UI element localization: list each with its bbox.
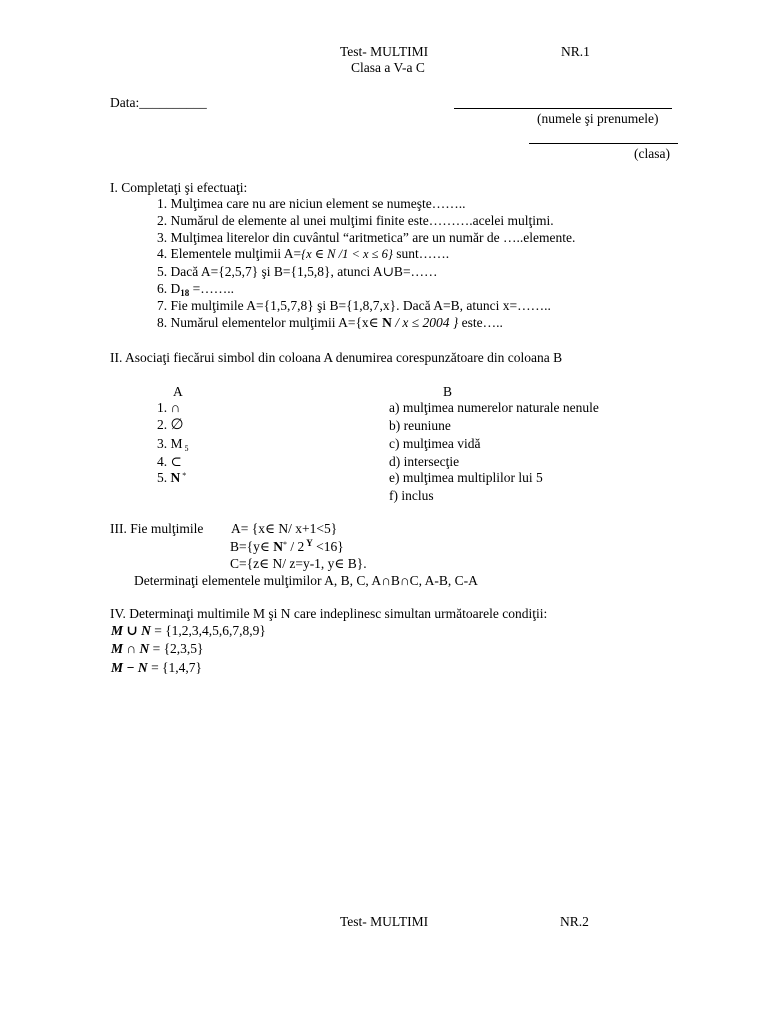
set-a: A= {x∈ N/ x+1<5}	[231, 521, 338, 536]
class-line: Clasa a V-a C	[351, 60, 425, 75]
test-number: NR.1	[561, 44, 590, 59]
section1-heading: I. Completaţi şi efectuaţi:	[110, 180, 248, 195]
column-b-item: c) mulţimea vidă	[389, 436, 481, 451]
column-a-title: A	[173, 384, 183, 399]
section2-heading: II. Asociaţi fiecărui simbol din coloana A denumirea corespunzătoare din coloana B	[110, 350, 563, 365]
date-blank: __________	[139, 95, 207, 110]
column-b-item: f) inclus	[389, 488, 434, 503]
condition: M − N = {1,4,7}	[111, 660, 203, 675]
footer-title: Test- MULTIMI	[340, 914, 429, 929]
column-b-item: a) mulţimea numerelor naturale nenule	[389, 400, 599, 415]
item4-set: {x ∈ N /1 < x ≤ 6}	[301, 247, 393, 261]
name-caption: (numele şi prenumele)	[537, 111, 659, 126]
list-item: 5. Dacă A={2,5,7} şi B={1,5,8}, atunci A∪B=……	[157, 264, 438, 279]
column-b-item: b) reuniune	[389, 418, 451, 433]
list-item: 7. Fie mulţimile A={1,5,7,8} şi B={1,8,7,x}. Dacă A=B, atunci x=……..	[157, 298, 551, 313]
condition: M ∩ N = {2,3,5}	[111, 641, 204, 656]
column-a-item: 5. N *	[157, 470, 187, 485]
class-line-blank	[529, 143, 678, 144]
list-item: 2. Numărul de elemente al unei mulţimi finite este……….acelei mulţimi.	[157, 213, 554, 228]
column-b-title: B	[443, 384, 453, 399]
column-b-item: e) mulţimea multiplilor lui 5	[389, 470, 543, 485]
column-a-item: 1. ∩	[157, 400, 181, 415]
date-label: Data:	[110, 95, 140, 110]
footer-number: NR.2	[560, 914, 589, 929]
section4-heading: IV. Determinaţi multimile M şi N care indeplinesc simultan următoarele condiţii:	[110, 606, 548, 621]
class-caption: (clasa)	[634, 146, 670, 161]
test-title: Test- MULTIMI	[340, 44, 429, 59]
list-item: 3. Mulţimea literelor din cuvântul “aritmetica” are un număr de …..elemente.	[157, 230, 576, 245]
item6-sub: 18	[180, 288, 190, 298]
section3-task: Determinaţi elementele mulţimilor A, B, C, A∩B∩C, A-B, C-A	[134, 573, 478, 588]
section3-label: III. Fie mulţimile	[110, 521, 204, 536]
list-item: 6. $D_{18}$ =……..	[157, 281, 234, 298]
list-item: 4. Elementele mulţimii A={x ∈ N /1 < x ≤ 6} sunt…….	[157, 246, 450, 261]
set-c: C={z∈ N/ z=y-1, y∈ B}.	[230, 556, 367, 571]
list-item: 8. Numărul elementelor mulţimii A={x∈ N / x ≤ 2004 } este…..	[157, 315, 503, 330]
set-b: B={y∈ N* / 2 $^Y$ <16}	[230, 538, 344, 554]
column-a-item: 2. ∅	[157, 417, 184, 433]
date-field	[110, 96, 207, 110]
condition: M ∪ N = {1,2,3,4,5,6,7,8,9}	[111, 623, 266, 638]
name-line	[454, 108, 672, 109]
column-a-item: 3. M $_5$	[157, 436, 189, 453]
list-item: 1. Mulţimea care nu are niciun element se numeşte……..	[157, 196, 466, 211]
column-a-item: 4. ⊂	[157, 454, 182, 469]
column-b-item: d) intersecţie	[389, 454, 460, 469]
